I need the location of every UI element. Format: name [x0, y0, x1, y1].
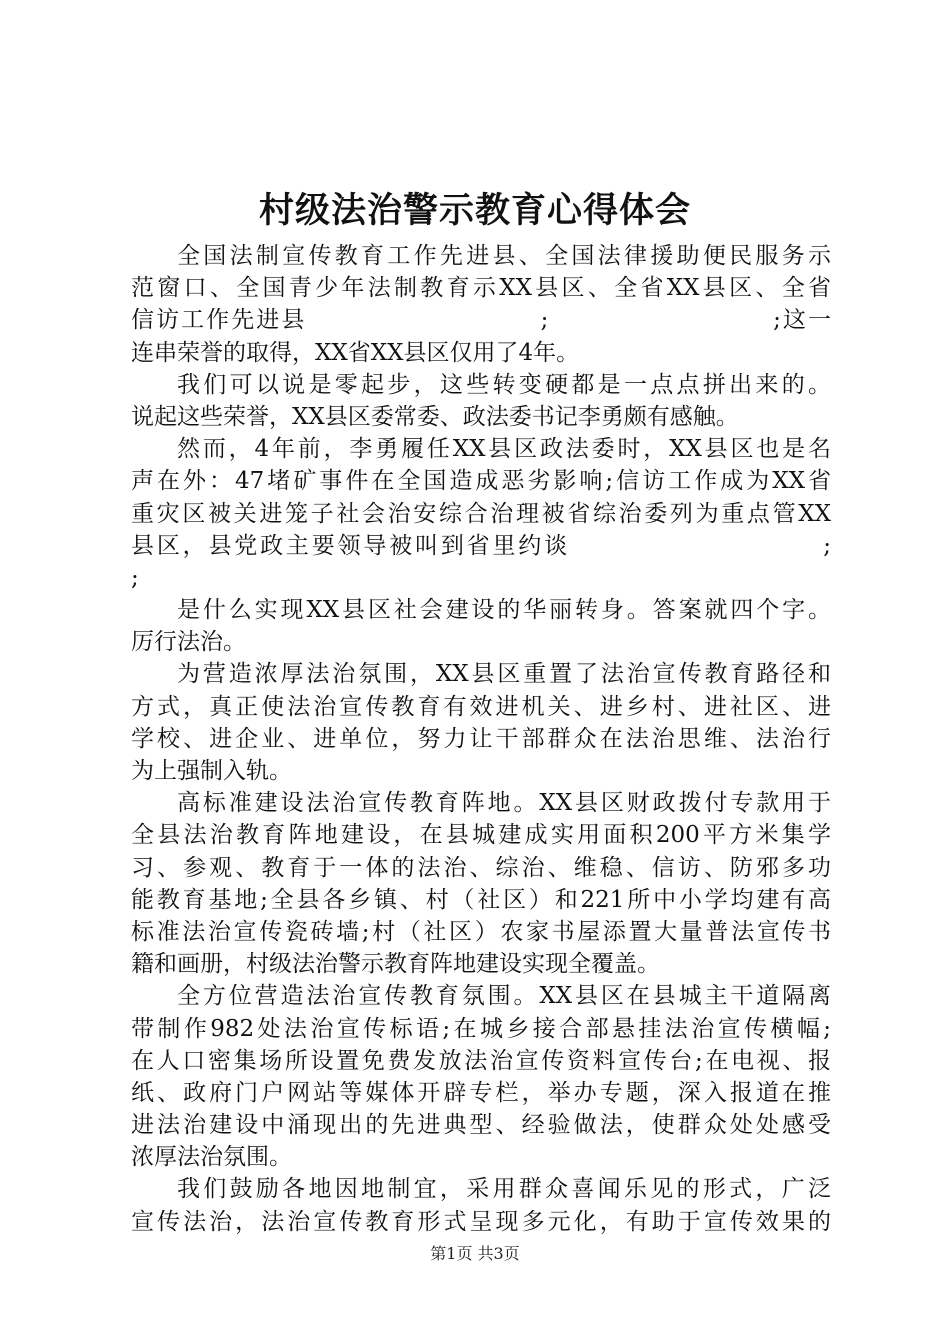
text-line: 连串荣誉的取得，XX省XX县区仅用了4年。 [131, 339, 580, 366]
page-number-footer: 第1页 共3页 [430, 1244, 520, 1263]
text-line: 厉行法治。 [131, 629, 246, 656]
text-line: 高标准建设法治宣传教育阵地。XX县区财政拨付专款用于 [177, 790, 831, 817]
text-line: 方式，真正使法治宣传教育有效进机关、进乡村、进社区、进 [131, 693, 831, 720]
text-line: 为营造浓厚法治氛围，XX县区重置了法治宣传教育路径和 [177, 661, 831, 688]
text-line: 标准法治宣传瓷砖墙;村（社区）农家书屋添置大量普法宣传书 [131, 918, 831, 945]
text-line: 信访工作先进县 ; ;这一 [131, 307, 831, 334]
text-line: 浓厚法治氛围。 [131, 1144, 292, 1171]
text-line: 声在外：47堵矿事件在全国造成恶劣影响;信访工作成为XX省 [131, 468, 831, 495]
text-line: 宣传法治，法治宣传教育形式呈现多元化，有助于宣传效果的 [131, 1208, 831, 1235]
text-line: 全方位营造法治宣传教育氛围。XX县区在县城主干道隔离 [177, 983, 831, 1010]
text-line: 带制作982处法治宣传标语;在城乡接合部悬挂法治宣传横幅; [131, 1015, 831, 1042]
text-line: 然而，4年前，李勇履任XX县区政法委时，XX县区也是名 [177, 436, 831, 463]
text-line: 我们可以说是零起步，这些转变硬都是一点点拼出来的。 [177, 371, 831, 398]
text-line: 县区，县党政主要领导被叫到省里约谈 ; [131, 532, 831, 559]
text-line: ; [131, 564, 139, 591]
text-line: 籍和画册，村级法治警示教育阵地建设实现全覆盖。 [131, 951, 660, 978]
text-line: 纸、政府门户网站等媒体开辟专栏，举办专题，深入报道在推 [131, 1079, 831, 1106]
text-line: 学校、进企业、进单位，努力让干部群众在法治思维、法治行 [131, 725, 831, 752]
document-body [131, 240, 831, 1238]
text-line: 在人口密集场所设置免费发放法治宣传资料宣传台;在电视、报 [131, 1047, 831, 1074]
text-line: 是什么实现XX县区社会建设的华丽转身。答案就四个字。 [177, 597, 831, 624]
text-line: 全国法制宣传教育工作先进县、全国法律援助便民服务示 [177, 243, 831, 269]
text-line: 习、参观、教育于一体的法治、综治、维稳、信访、防邪多功 [131, 854, 831, 881]
text-line: 进法治建设中涌现出的先进典型、经验做法，使群众处处感受 [131, 1112, 831, 1139]
text-line: 能教育基地;全县各乡镇、村（社区）和221所中小学均建有高 [131, 886, 831, 913]
text-line: 我们鼓励各地因地制宜，采用群众喜闻乐见的形式，广泛 [177, 1176, 831, 1203]
text-line: 重灾区被关进笼子社会治安综合治理被省综治委列为重点管XX [131, 500, 831, 527]
text-line: 全县法治教育阵地建设，在县城建成实用面积200平方米集学 [131, 822, 831, 849]
text-line: 范窗口、全国青少年法制教育示XX县区、全省XX县区、全省 [131, 275, 831, 302]
document-title: 村级法治警示教育心得体会 [258, 190, 691, 231]
text-line: 为上强制入轨。 [131, 758, 292, 784]
text-line: 说起这些荣誉，XX县区委常委、政法委书记李勇颇有感触。 [131, 403, 739, 430]
